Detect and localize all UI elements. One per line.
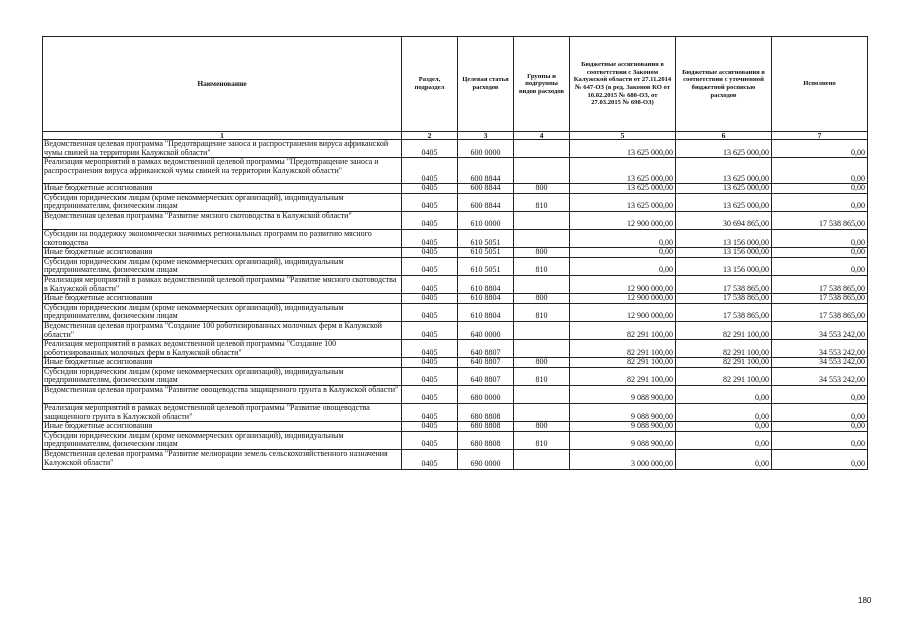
row-target: 680 8808 bbox=[458, 404, 514, 422]
row-budget-refined: 13 625 000,00 bbox=[676, 158, 772, 184]
row-section: 0405 bbox=[402, 422, 458, 432]
row-section: 0405 bbox=[402, 340, 458, 358]
row-section: 0405 bbox=[402, 229, 458, 247]
row-target: 680 0000 bbox=[458, 386, 514, 404]
row-budget-law: 12 900 000,00 bbox=[570, 211, 676, 229]
row-budget-law: 0,00 bbox=[570, 248, 676, 258]
table-row bbox=[43, 450, 868, 470]
row-executed: 0,00 bbox=[772, 404, 868, 422]
row-budget-refined: 82 291 100,00 bbox=[676, 358, 772, 368]
table-row bbox=[43, 340, 868, 358]
table-row bbox=[43, 257, 868, 275]
row-budget-refined: 0,00 bbox=[676, 422, 772, 432]
row-budget-refined: 17 538 865,00 bbox=[676, 303, 772, 321]
row-group bbox=[514, 140, 570, 158]
column-number: 7 bbox=[772, 132, 868, 140]
budget-table bbox=[42, 36, 868, 470]
header-target: Целевая статья расходов bbox=[458, 37, 514, 132]
row-executed: 0,00 bbox=[772, 158, 868, 184]
table-row bbox=[43, 386, 868, 404]
row-budget-law: 9 088 900,00 bbox=[570, 431, 676, 449]
column-number: 5 bbox=[570, 132, 676, 140]
row-group: 810 bbox=[514, 257, 570, 275]
row-target: 640 0000 bbox=[458, 321, 514, 339]
row-budget-law: 12 900 000,00 bbox=[570, 303, 676, 321]
row-budget-refined: 82 291 100,00 bbox=[676, 321, 772, 339]
table-row bbox=[43, 404, 868, 422]
row-target: 600 8844 bbox=[458, 193, 514, 211]
row-group: 810 bbox=[514, 367, 570, 385]
row-budget-law: 82 291 100,00 bbox=[570, 321, 676, 339]
row-executed: 34 553 242,00 bbox=[772, 340, 868, 358]
table-row bbox=[43, 248, 868, 258]
row-section: 0405 bbox=[402, 294, 458, 304]
row-name: Субсидии юридическим лицам (кроме некоммерческих организаций), индивидуальным предпринимателям, физическим лицам bbox=[43, 257, 402, 275]
row-budget-law: 12 900 000,00 bbox=[570, 275, 676, 293]
table-row bbox=[43, 422, 868, 432]
table-row bbox=[43, 275, 868, 293]
row-budget-refined: 13 625 000,00 bbox=[676, 140, 772, 158]
row-budget-law: 13 625 000,00 bbox=[570, 158, 676, 184]
row-section: 0405 bbox=[402, 386, 458, 404]
row-executed: 0,00 bbox=[772, 248, 868, 258]
table-row bbox=[43, 321, 868, 339]
row-group: 800 bbox=[514, 422, 570, 432]
row-budget-refined: 13 156 000,00 bbox=[676, 257, 772, 275]
row-name: Реализация мероприятий в рамках ведомственной целевой программы "Развитие овощеводства защищенного грунта в Калужской области" bbox=[43, 404, 402, 422]
row-group bbox=[514, 158, 570, 184]
row-name: Иные бюджетные ассигнования bbox=[43, 422, 402, 432]
row-name: Субсидии юридическим лицам (кроме некоммерческих организаций), индивидуальным предпринимателям, физическим лицам bbox=[43, 303, 402, 321]
column-number: 2 bbox=[402, 132, 458, 140]
row-budget-law: 0,00 bbox=[570, 257, 676, 275]
column-number: 3 bbox=[458, 132, 514, 140]
row-target: 610 8804 bbox=[458, 275, 514, 293]
table-row bbox=[43, 158, 868, 184]
row-budget-refined: 0,00 bbox=[676, 404, 772, 422]
row-name: Реализация мероприятий в рамках ведомственной целевой программы "Предотвращение заноса и распространения вируса африканской чумы свиней на территории Калужской области" bbox=[43, 158, 402, 184]
row-name: Ведомственная целевая программа "Создание 100 роботизированных молочных ферм в Калужской области" bbox=[43, 321, 402, 339]
row-group: 800 bbox=[514, 358, 570, 368]
row-name: Иные бюджетные ассигнования bbox=[43, 248, 402, 258]
row-budget-law: 9 088 900,00 bbox=[570, 386, 676, 404]
row-budget-refined: 13 625 000,00 bbox=[676, 193, 772, 211]
header-name: Наименование bbox=[43, 37, 402, 132]
row-section: 0405 bbox=[402, 303, 458, 321]
row-group bbox=[514, 321, 570, 339]
row-target: 640 8807 bbox=[458, 358, 514, 368]
row-target: 600 0000 bbox=[458, 140, 514, 158]
row-executed: 0,00 bbox=[772, 140, 868, 158]
row-target: 680 8808 bbox=[458, 422, 514, 432]
row-name: Субсидии юридическим лицам (кроме некоммерческих организаций), индивидуальным предпринимателям, физическим лицам bbox=[43, 431, 402, 449]
page-number: 180 bbox=[858, 596, 872, 605]
row-executed: 17 538 865,00 bbox=[772, 294, 868, 304]
table-row bbox=[43, 229, 868, 247]
header-budget-law: Бюджетные ассигнования в соответствии с Законом Калужской области от 27.11.2014 № 647-ОЗ (в ред. Законов КО от 10.02.2015 № 680-ОЗ, от 27.03.2015 № 698-ОЗ) bbox=[570, 37, 676, 132]
row-executed: 0,00 bbox=[772, 257, 868, 275]
row-group bbox=[514, 386, 570, 404]
row-section: 0405 bbox=[402, 140, 458, 158]
row-target: 690 0000 bbox=[458, 450, 514, 470]
row-name: Ведомственная целевая программа "Развитие мелиорации земель сельскохозяйственного назначения Калужской области" bbox=[43, 450, 402, 470]
row-executed: 0,00 bbox=[772, 229, 868, 247]
row-executed: 0,00 bbox=[772, 450, 868, 470]
row-group: 800 bbox=[514, 248, 570, 258]
row-budget-refined: 13 625 000,00 bbox=[676, 184, 772, 194]
row-name: Субсидии юридическим лицам (кроме некоммерческих организаций), индивидуальным предпринимателям, физическим лицам bbox=[43, 367, 402, 385]
row-target: 610 8804 bbox=[458, 294, 514, 304]
row-budget-refined: 13 156 000,00 bbox=[676, 248, 772, 258]
row-section: 0405 bbox=[402, 275, 458, 293]
row-budget-refined: 0,00 bbox=[676, 386, 772, 404]
row-section: 0405 bbox=[402, 321, 458, 339]
row-name: Ведомственная целевая программа "Развитие мясного скотоводства в Калужской области" bbox=[43, 211, 402, 229]
row-target: 640 8807 bbox=[458, 340, 514, 358]
row-executed: 17 538 865,00 bbox=[772, 275, 868, 293]
row-budget-law: 9 088 900,00 bbox=[570, 422, 676, 432]
row-section: 0405 bbox=[402, 158, 458, 184]
row-executed: 0,00 bbox=[772, 422, 868, 432]
row-budget-law: 13 625 000,00 bbox=[570, 193, 676, 211]
row-executed: 0,00 bbox=[772, 184, 868, 194]
table-row bbox=[43, 358, 868, 368]
row-group bbox=[514, 450, 570, 470]
row-budget-law: 3 000 000,00 bbox=[570, 450, 676, 470]
row-target: 610 5051 bbox=[458, 257, 514, 275]
row-budget-law: 13 625 000,00 bbox=[570, 140, 676, 158]
row-target: 600 8844 bbox=[458, 184, 514, 194]
row-executed: 0,00 bbox=[772, 431, 868, 449]
row-section: 0405 bbox=[402, 367, 458, 385]
row-budget-refined: 17 538 865,00 bbox=[676, 275, 772, 293]
row-name: Иные бюджетные ассигнования bbox=[43, 294, 402, 304]
table-row bbox=[43, 193, 868, 211]
table-row bbox=[43, 367, 868, 385]
row-executed: 34 553 242,00 bbox=[772, 321, 868, 339]
row-group bbox=[514, 211, 570, 229]
row-group bbox=[514, 404, 570, 422]
table-row bbox=[43, 211, 868, 229]
row-name: Реализация мероприятий в рамках ведомственной целевой программы "Создание 100 роботизированных молочных ферм в Калужской области" bbox=[43, 340, 402, 358]
row-group: 810 bbox=[514, 431, 570, 449]
row-budget-law: 82 291 100,00 bbox=[570, 340, 676, 358]
row-name: Ведомственная целевая программа "Развитие овощеводства защищенного грунта в Калужской области" bbox=[43, 386, 402, 404]
row-target: 600 8844 bbox=[458, 158, 514, 184]
header-executed: Исполнено bbox=[772, 37, 868, 132]
table-row bbox=[43, 140, 868, 158]
row-budget-refined: 82 291 100,00 bbox=[676, 340, 772, 358]
row-name: Иные бюджетные ассигнования bbox=[43, 184, 402, 194]
row-executed: 0,00 bbox=[772, 386, 868, 404]
row-budget-law: 12 900 000,00 bbox=[570, 294, 676, 304]
table-row bbox=[43, 303, 868, 321]
row-group: 810 bbox=[514, 193, 570, 211]
row-name: Субсидии на поддержку экономически значимых региональных программ по развитию мясного скотоводства bbox=[43, 229, 402, 247]
row-budget-law: 82 291 100,00 bbox=[570, 358, 676, 368]
row-section: 0405 bbox=[402, 211, 458, 229]
row-group: 800 bbox=[514, 294, 570, 304]
column-number: 1 bbox=[43, 132, 402, 140]
header-group: Группы и подгруппы видов расходов bbox=[514, 37, 570, 132]
table-row bbox=[43, 184, 868, 194]
row-group: 800 bbox=[514, 184, 570, 194]
row-budget-refined: 13 156 000,00 bbox=[676, 229, 772, 247]
row-group bbox=[514, 275, 570, 293]
header-budget-refined: Бюджетные ассигнования в соответствии с уточненной бюджетной росписью расходов bbox=[676, 37, 772, 132]
row-target: 610 8804 bbox=[458, 303, 514, 321]
row-target: 640 8807 bbox=[458, 367, 514, 385]
row-executed: 0,00 bbox=[772, 193, 868, 211]
row-executed: 17 538 865,00 bbox=[772, 211, 868, 229]
row-budget-law: 9 088 900,00 bbox=[570, 404, 676, 422]
row-section: 0405 bbox=[402, 184, 458, 194]
row-target: 680 8808 bbox=[458, 431, 514, 449]
column-number: 4 bbox=[514, 132, 570, 140]
row-group: 810 bbox=[514, 303, 570, 321]
row-name: Ведомственная целевая программа "Предотвращение заноса и распространения вируса африканской чумы свиней на территории Калужской области" bbox=[43, 140, 402, 158]
row-budget-refined: 17 538 865,00 bbox=[676, 294, 772, 304]
row-section: 0405 bbox=[402, 431, 458, 449]
row-target: 610 5051 bbox=[458, 229, 514, 247]
header-section: Раздел, подраздел bbox=[402, 37, 458, 132]
row-executed: 34 553 242,00 bbox=[772, 367, 868, 385]
row-name: Субсидии юридическим лицам (кроме некоммерческих организаций), индивидуальным предпринимателям, физическим лицам bbox=[43, 193, 402, 211]
row-budget-refined: 30 694 865,00 bbox=[676, 211, 772, 229]
row-budget-refined: 0,00 bbox=[676, 431, 772, 449]
column-number: 6 bbox=[676, 132, 772, 140]
row-budget-law: 13 625 000,00 bbox=[570, 184, 676, 194]
table-body bbox=[43, 140, 868, 470]
row-executed: 17 538 865,00 bbox=[772, 303, 868, 321]
row-budget-law: 0,00 bbox=[570, 229, 676, 247]
table-row bbox=[43, 431, 868, 449]
row-name: Иные бюджетные ассигнования bbox=[43, 358, 402, 368]
header-row bbox=[43, 37, 868, 132]
row-group bbox=[514, 340, 570, 358]
row-section: 0405 bbox=[402, 257, 458, 275]
row-section: 0405 bbox=[402, 358, 458, 368]
row-section: 0405 bbox=[402, 450, 458, 470]
row-section: 0405 bbox=[402, 248, 458, 258]
table-row bbox=[43, 294, 868, 304]
row-name: Реализация мероприятий в рамках ведомственной целевой программы "Развитие мясного скотоводства в Калужской области" bbox=[43, 275, 402, 293]
row-section: 0405 bbox=[402, 404, 458, 422]
row-group bbox=[514, 229, 570, 247]
row-section: 0405 bbox=[402, 193, 458, 211]
row-budget-law: 82 291 100,00 bbox=[570, 367, 676, 385]
column-number-row bbox=[43, 132, 868, 140]
row-target: 610 0000 bbox=[458, 211, 514, 229]
row-budget-refined: 82 291 100,00 bbox=[676, 367, 772, 385]
row-budget-refined: 0,00 bbox=[676, 450, 772, 470]
row-target: 610 5051 bbox=[458, 248, 514, 258]
row-executed: 34 553 242,00 bbox=[772, 358, 868, 368]
